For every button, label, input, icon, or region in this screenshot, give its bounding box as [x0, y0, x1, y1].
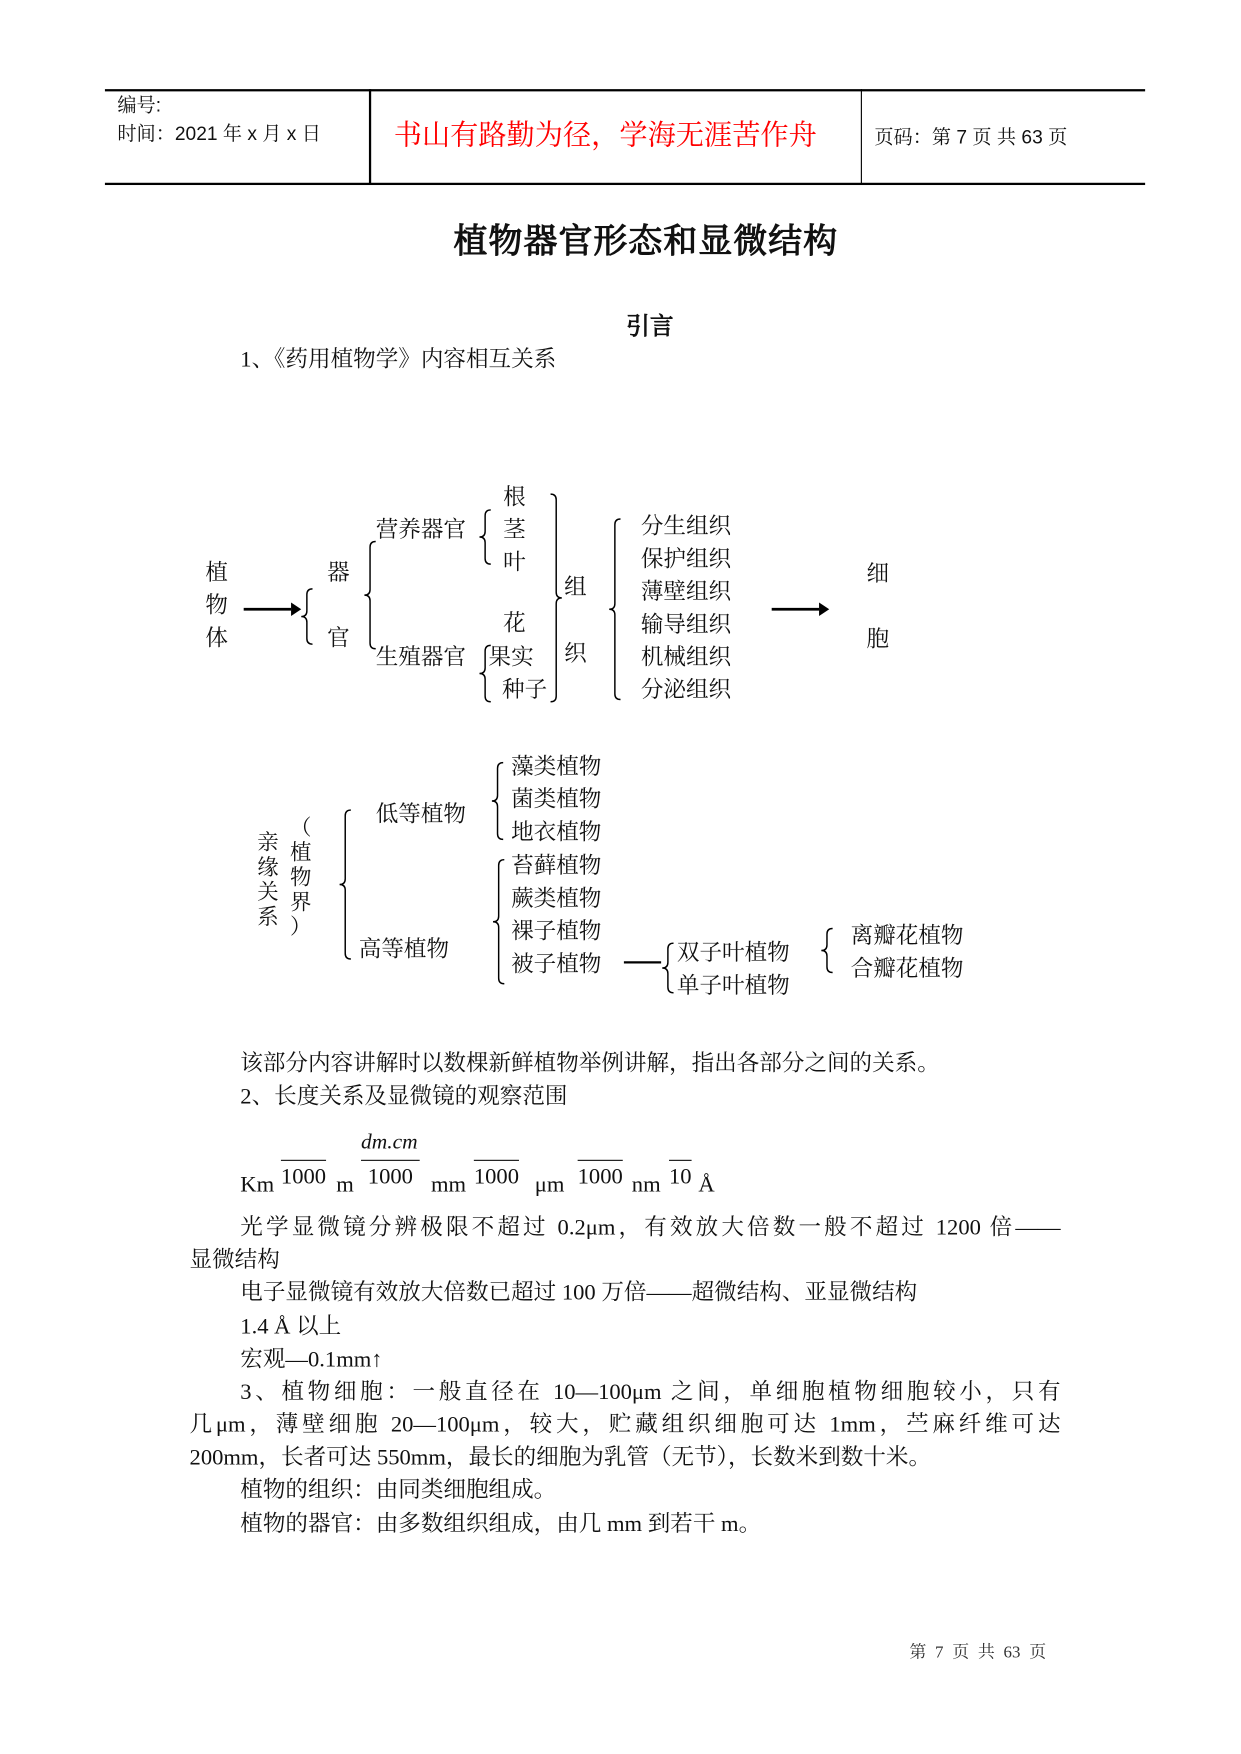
header-bottom-rule: [105, 183, 1145, 185]
factor-1000: 1000: [361, 1160, 420, 1188]
left-brace: [340, 810, 351, 959]
unit-um: μm: [534, 1172, 565, 1198]
seed-label: 种子: [502, 678, 548, 703]
cell-char: 胞: [866, 627, 890, 653]
left-brace: [662, 943, 673, 993]
paragraph-line: 显微结构: [189, 1247, 280, 1273]
plant-group: 裸子植物: [511, 919, 602, 945]
arrow-head-icon: [291, 602, 301, 616]
kinship-label: [257, 831, 278, 930]
left-brace: [364, 542, 375, 649]
flower-label: 花: [503, 611, 526, 637]
higher-plants: 高等植物: [358, 937, 450, 963]
paragraph-line: 电子显微镜有效放大倍数已超过 100 万倍——超微结构、亚显微结构: [240, 1280, 918, 1306]
plant-class: 双子叶植物: [676, 940, 790, 966]
header-time-label: 时间：2021 年 x 月 x 日: [117, 122, 321, 145]
tissue-list: [641, 511, 731, 707]
arrow-head-icon: [819, 602, 829, 616]
left-brace: [493, 860, 504, 984]
paragraph-line: 3、植物细胞：一般直径在 10—100μm 之间，单细胞植物细胞较小，只有: [240, 1379, 1061, 1405]
unit-mm: mm: [430, 1172, 467, 1198]
tissue-item: 机械组织: [640, 645, 732, 671]
higher-plant-list: [511, 851, 601, 982]
plant-class: 离瓣花植物: [850, 923, 964, 949]
leaf-label: 叶: [503, 550, 526, 576]
paragraph-line: 植物的器官：由多数组织组成，由几 mm 到若干 m。: [240, 1511, 762, 1537]
left-brace: [479, 510, 490, 564]
angiosperm-classes: [677, 938, 790, 1003]
tissue-item: 分生组织: [640, 514, 732, 540]
header-page-label: 页码：第 7 页 共 63 页: [874, 126, 1068, 148]
label-char: 体: [205, 626, 228, 651]
plant-body-label: [205, 557, 228, 655]
plant-class: 单子叶植物: [676, 973, 790, 999]
factor-1000: 1000: [474, 1160, 519, 1188]
factor-10: 10: [669, 1160, 692, 1188]
plant-group: 苔藓植物: [511, 854, 602, 879]
reproductive-organ: 生殖器官: [375, 645, 466, 671]
paragraph-line: 光学显微镜分辨极限不超过 0.2μm，有效放大倍数一般不超过 1200 倍——: [240, 1215, 1061, 1240]
tissue-item: 输导组织: [640, 612, 732, 638]
plant-class: 合瓣花植物: [850, 956, 964, 982]
label-char: 物: [289, 866, 312, 891]
organ-char: 官: [327, 626, 350, 651]
unit-nm: nm: [631, 1172, 661, 1198]
label-char: 界: [289, 891, 312, 915]
paragraph-line: 200mm，长者可达 550mm，最长的细胞为乳管（无节），长数米到数十米。: [189, 1445, 932, 1471]
left-brace: [821, 929, 832, 973]
label-char: 植: [289, 841, 312, 866]
factor-1000: 1000: [281, 1160, 326, 1188]
plant-group: 蕨类植物: [511, 886, 602, 912]
left-brace: [492, 763, 503, 840]
tissue-char: 织: [564, 641, 587, 667]
paragraph-line: 宏观—0.1mm↑: [240, 1347, 383, 1372]
formula-dm-cm: dm.cm: [361, 1130, 418, 1155]
tissue-item: 分泌组织: [640, 678, 732, 703]
dicot-classes: [851, 921, 964, 986]
label-char: ）: [289, 916, 312, 940]
right-brace: [551, 494, 562, 702]
unit-angstrom: Å: [698, 1172, 715, 1198]
lower-plants: 低等植物: [375, 802, 466, 827]
left-brace: [301, 589, 312, 644]
paragraph-line: 植物的组织：由同类细胞组成。: [240, 1477, 557, 1503]
tissue-char: 组: [564, 575, 587, 601]
paragraph-line: 1.4 Å 以上: [240, 1314, 342, 1340]
organ-char: 器: [327, 560, 350, 586]
plant-group: 被子植物: [511, 952, 602, 978]
header-motto: 书山有路勤为径，学海无涯苦作舟: [393, 118, 817, 152]
header-number-label: 编号:: [117, 94, 162, 117]
page-title: 植物器官形态和显微结构: [453, 223, 839, 261]
root-label: 根: [503, 485, 526, 510]
stem-label: 茎: [503, 517, 526, 543]
lower-plant-list: [511, 751, 601, 849]
plant-group: 地衣植物: [511, 820, 602, 846]
unit-m: m: [336, 1172, 354, 1198]
header-divider: [861, 89, 862, 184]
tissue-item: 保护组织: [640, 547, 732, 572]
section-heading: 引言: [626, 312, 674, 340]
label-char: （: [289, 816, 312, 841]
label-char: 关: [257, 881, 279, 905]
factor-1000: 1000: [578, 1160, 623, 1188]
label-char: 系: [257, 905, 279, 930]
label-char: 物: [205, 593, 228, 619]
paragraph-line: 几μm，薄壁细胞 20—100μm，较大，贮藏组织细胞可达 1mm，苎麻纤维可达: [189, 1412, 1061, 1438]
label-char: 缘: [257, 856, 279, 880]
label-char: 亲: [257, 831, 279, 856]
tissue-item: 薄壁组织: [640, 579, 732, 605]
header-divider: [369, 89, 371, 184]
label-char: 植: [205, 560, 228, 586]
plant-group: 菌类植物: [511, 787, 602, 813]
cell-char: 细: [866, 561, 890, 587]
plant-kingdom-label: [290, 817, 311, 941]
header-top-rule: [105, 89, 1145, 91]
note-text: 该部分内容讲解时以数棵新鲜植物举例讲解，指出各部分之间的关系。: [240, 1051, 940, 1077]
item-1-heading: 1、《药用植物学》内容相互关系: [240, 347, 557, 373]
vegetative-organ: 营养器官: [375, 517, 466, 543]
fruit-label: 果实: [488, 645, 534, 671]
page-footer: 第 7 页 共 63 页: [909, 1643, 1047, 1662]
unit-km: Km: [240, 1172, 275, 1198]
item-2-heading: 2、长度关系及显微镜的观察范围: [240, 1084, 568, 1110]
plant-group: 藻类植物: [511, 754, 602, 780]
left-brace: [609, 519, 620, 700]
